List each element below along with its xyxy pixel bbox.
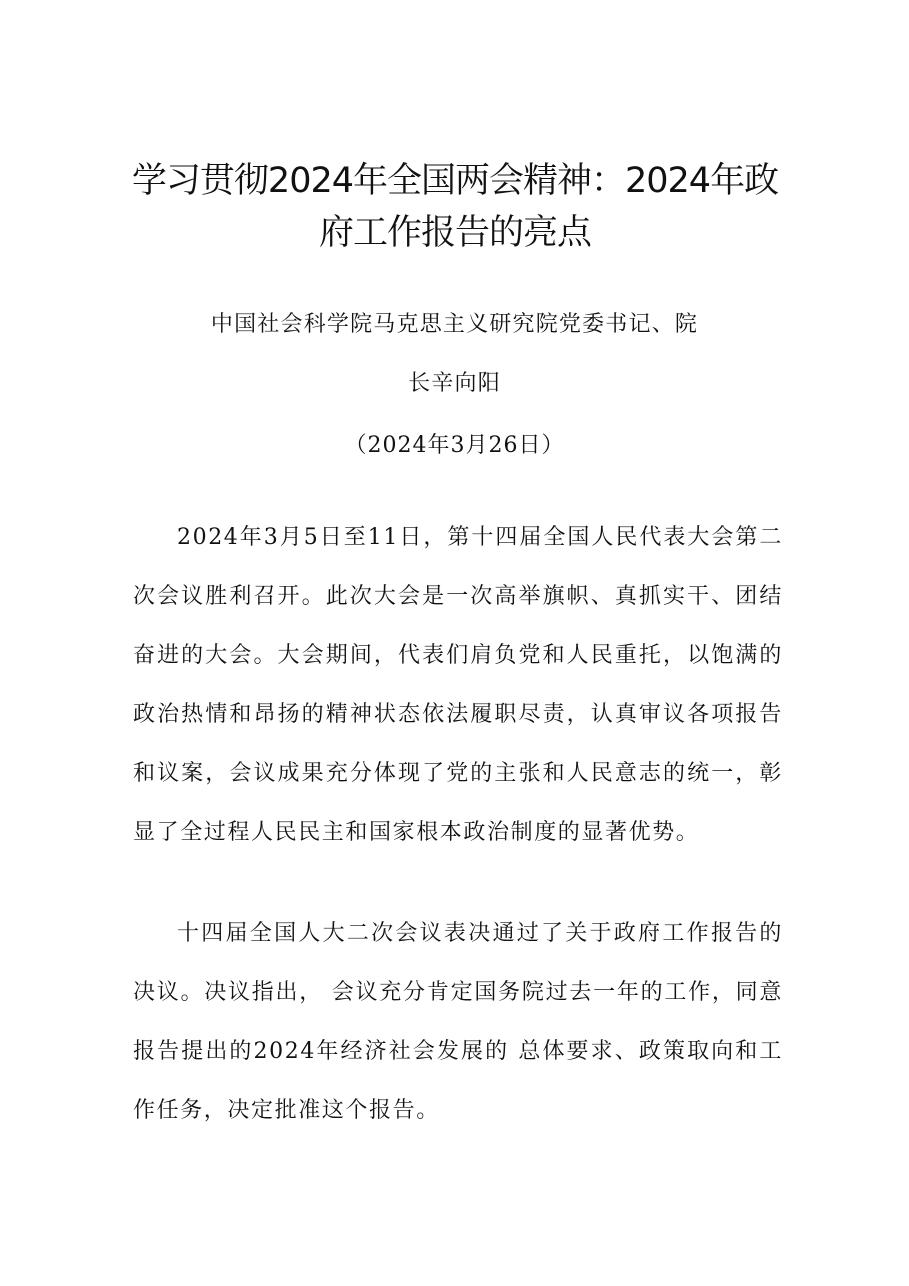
author-line-1: 中国社会科学院马克思主义研究院党委书记、院 xyxy=(210,312,699,337)
author-line-2: 长辛向阳 xyxy=(408,371,501,396)
body-paragraph-1: 2024年3月5日至11日，第十四届全国人民代表大会第二次会议胜利召开。此次大会是一次高举旗帜、真抓实干、团结奋进的大会。大会期间，代表们肩负党和人民重托，以饱满的政治热情和昂扬的精神状态依法履职尽责，认真审议各项报告和议案，会议成果充分体现了党的主张和人民意志的统一，彰显了全过程人民民主和国家根本政治制度的显著优势。 xyxy=(133,525,783,845)
document-title: 学习贯彻2024年全国两会精神：2024年政府工作报告的亮点 xyxy=(131,161,779,253)
body-paragraph-2: 十四届全国人大二次会议表决通过了关于政府工作报告的决议。决议指出， 会议充分肯定国务院过去一年的工作，同意报告提出的2024年经济社会发展的 总体要求、政策取向和工作任务，决定批准这个报告。 xyxy=(133,921,783,1123)
publication-date: （2024年3月26日） xyxy=(344,433,565,458)
